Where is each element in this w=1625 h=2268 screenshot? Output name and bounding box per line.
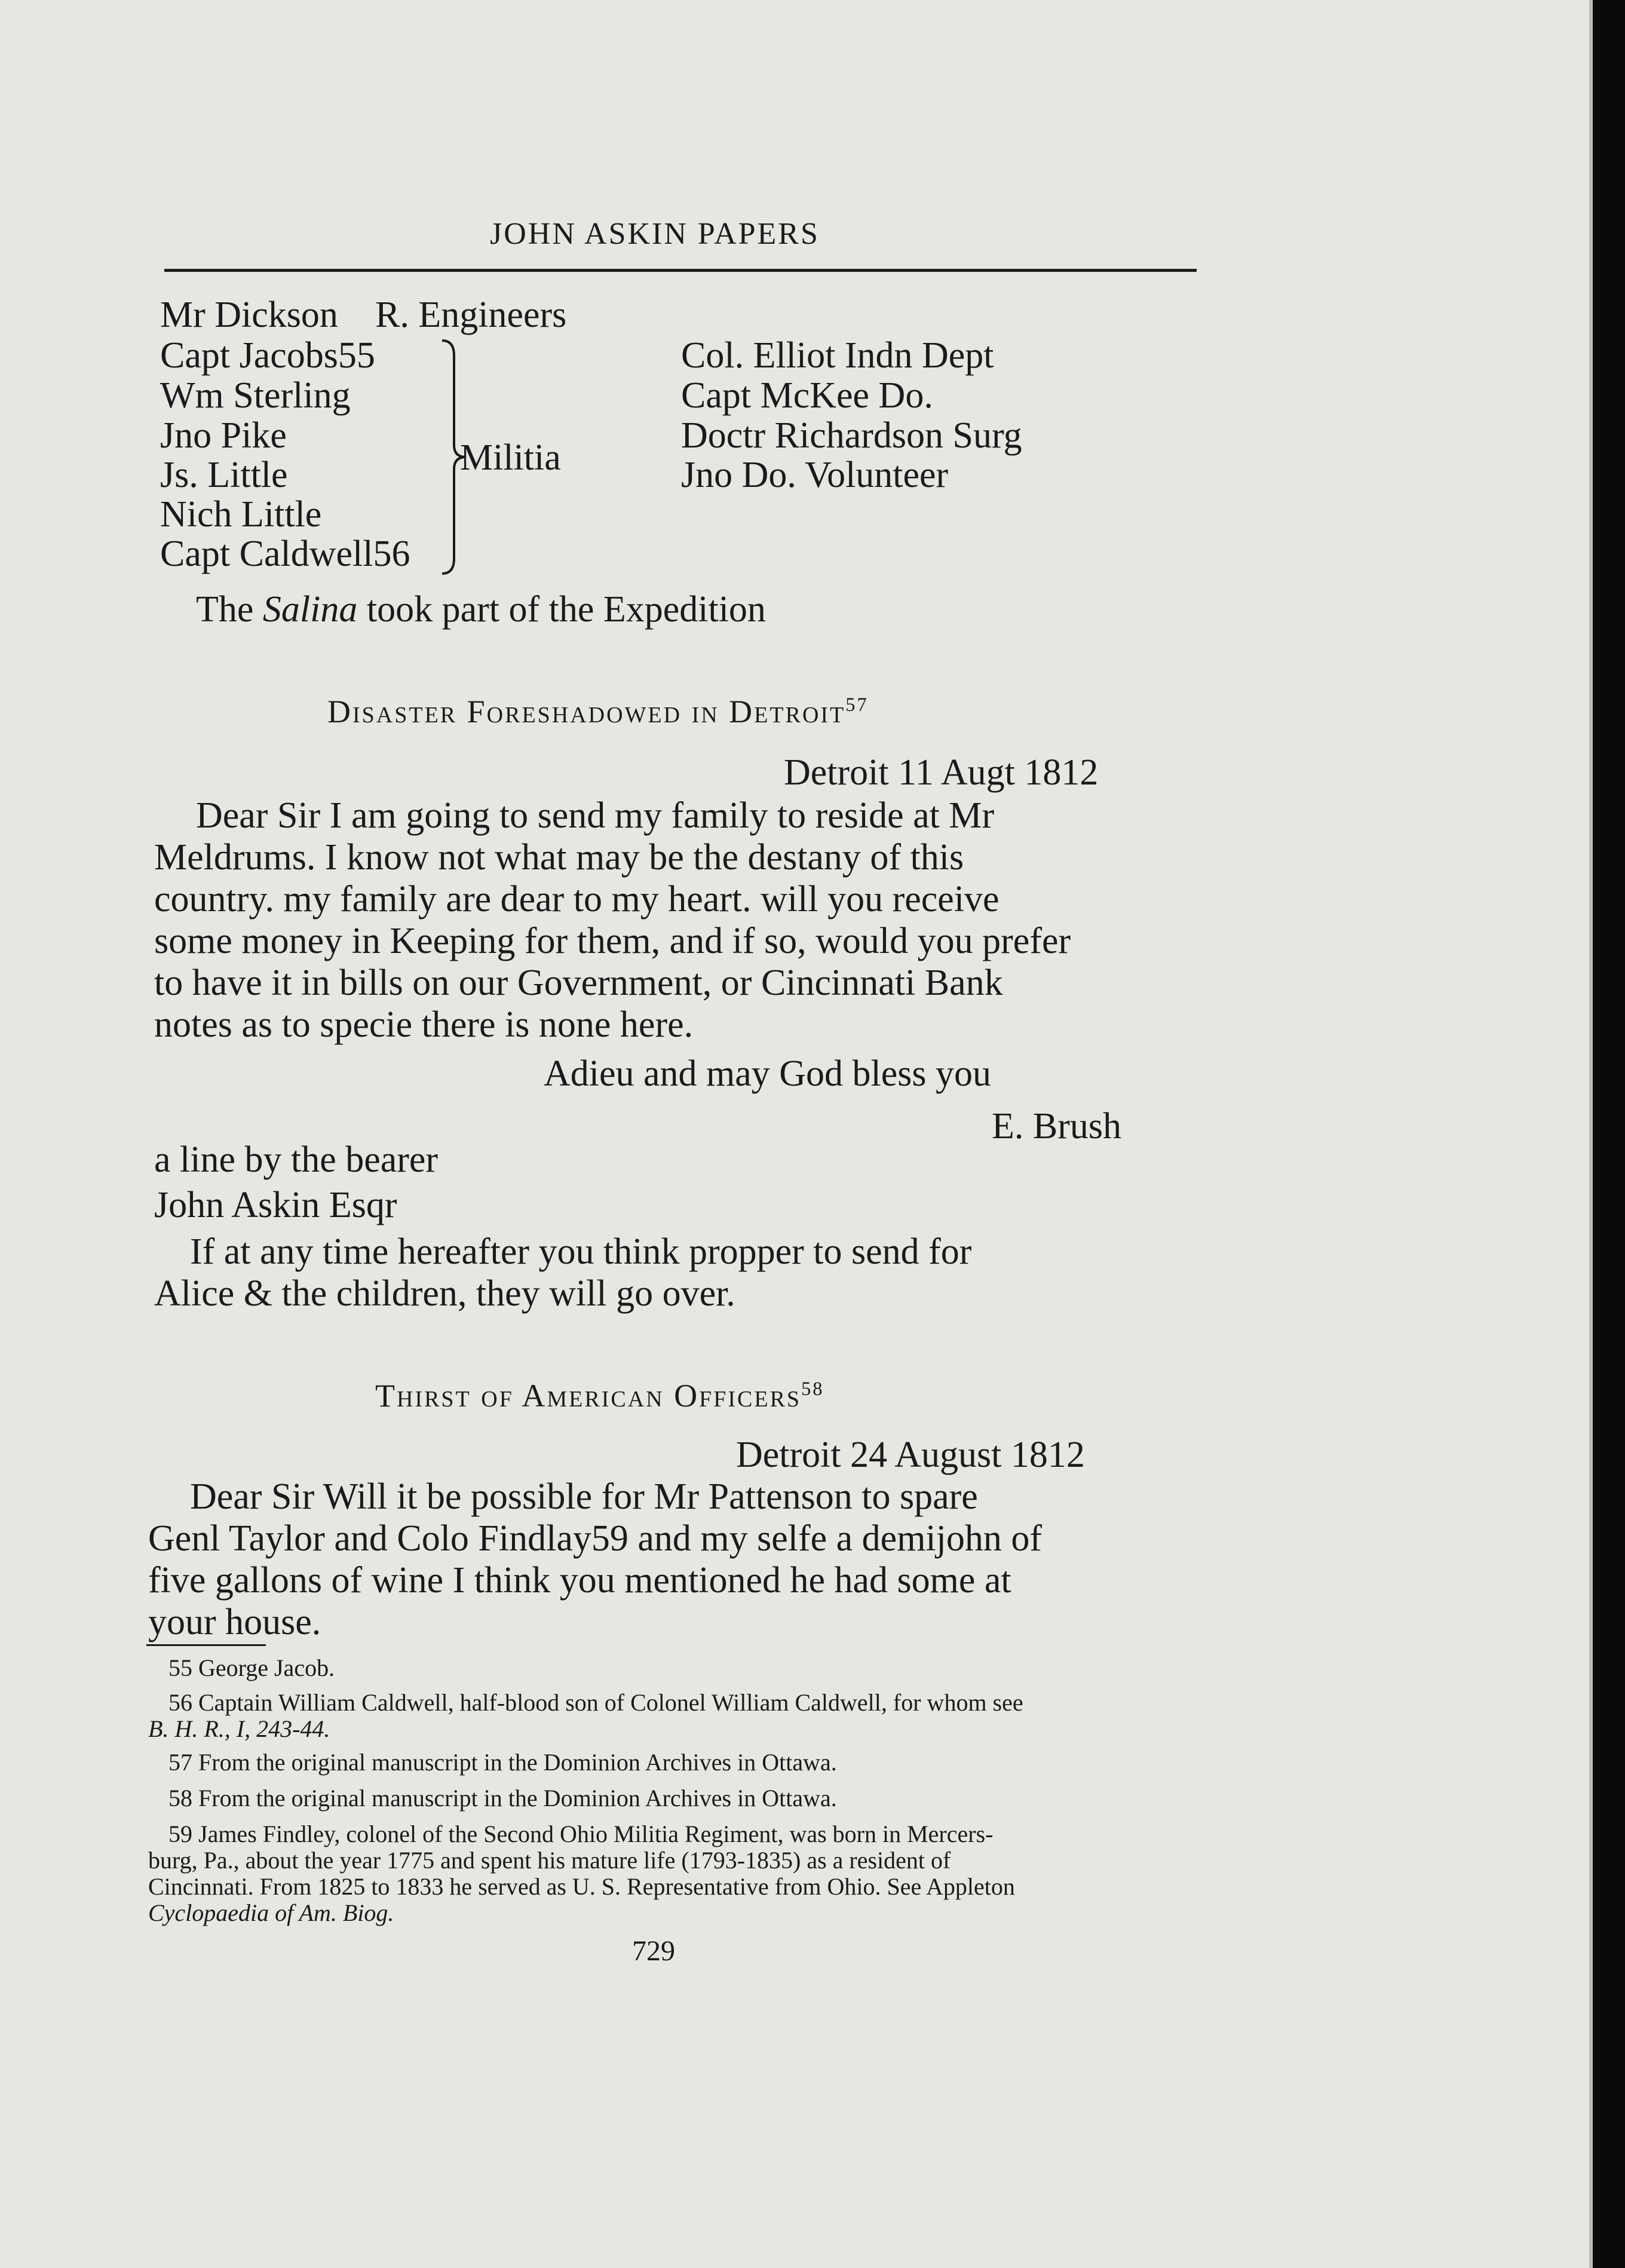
- page-number: 729: [632, 1935, 675, 1967]
- footnote-ref: 58: [801, 1378, 824, 1400]
- roster-right-line: Col. Elliot Indn Dept: [681, 335, 994, 376]
- militia-member: Wm Sterling: [160, 375, 351, 416]
- militia-member: Nich Little: [160, 494, 322, 535]
- letter1-postscript: John Askin Esqr: [154, 1185, 397, 1225]
- footnote-rule: [146, 1644, 266, 1646]
- footnote-ref: 57: [845, 694, 869, 716]
- letter1-dateline: Detroit 11 Augt 1812: [784, 752, 1099, 793]
- letter1-postscript: Alice & the children, they will go over.: [154, 1273, 735, 1314]
- roster-dickson-unit: R. Engineers: [375, 295, 567, 335]
- running-header: JOHN ASKIN PAPERS: [490, 217, 820, 251]
- letter1-line: notes as to specie there is none here.: [154, 1004, 694, 1045]
- letter1-line: Meldrums. I know not what may be the destany of this: [154, 837, 964, 878]
- roster-dickson: [160, 294, 338, 336]
- roster-right-line: Jno Do. Volunteer: [681, 455, 949, 495]
- footnote-continuation: B. H. R., I, 243-44.: [148, 1715, 330, 1742]
- header-rule: [164, 269, 1197, 272]
- roster-right-line: Capt McKee Do.: [681, 375, 933, 416]
- letter1-line: country. my family are dear to my heart. will you receive: [154, 879, 999, 920]
- footnote: 55 George Jacob.: [168, 1654, 335, 1681]
- footnote: 56 Captain William Caldwell, half-blood son of Colonel William Caldwell, for whom see: [168, 1689, 1023, 1716]
- footnote: 58 From the original manuscript in the Dominion Archives in Ottawa.: [168, 1785, 837, 1812]
- letter2-line: five gallons of wine I think you mentioned he had some at: [148, 1560, 1011, 1601]
- letter1-signature: E. Brush: [992, 1106, 1121, 1147]
- ship-name: Salina: [262, 589, 358, 630]
- roster-dickson-name: Mr Dickson: [160, 295, 338, 335]
- letter1-line: some money in Keeping for them, and if so, would you prefer: [154, 921, 1071, 961]
- footnote-continuation: burg, Pa., about the year 1775 and spent his mature life (1793-1835) as a resident of: [148, 1847, 951, 1874]
- militia-member: Jno Pike: [160, 415, 287, 456]
- militia-member: Capt Caldwell56: [160, 534, 410, 574]
- militia-member: Capt Jacobs55: [160, 335, 375, 376]
- letter2-dateline: Detroit 24 August 1812: [736, 1435, 1085, 1475]
- footnote-continuation: Cincinnati. From 1825 to 1833 he served as U. S. Representative from Ohio. See Appleton: [148, 1873, 1015, 1900]
- footnote-continuation: Cyclopaedia of Am. Biog.: [148, 1899, 394, 1926]
- militia-label: Militia: [460, 437, 561, 478]
- letter2-heading: Thirst of American Officers$^{58}$: [375, 1378, 824, 1414]
- letter1-line: Dear Sir I am going to send my family to reside at Mr: [196, 795, 995, 836]
- letter2-line: Dear Sir Will it be possible for Mr Pattenson to spare: [190, 1476, 978, 1517]
- letter1-closing: Adieu and may God bless you: [544, 1053, 992, 1094]
- expedition-note: The Salina took part of the Expedition: [196, 589, 766, 630]
- letter1-postscript: If at any time hereafter you think propper to send for: [190, 1231, 972, 1272]
- letter1-heading: Disaster Foreshadowed in Detroit$^{57}$: [327, 694, 869, 730]
- letter2-line: Genl Taylor and Colo Findlay59 and my selfe a demijohn of: [148, 1518, 1043, 1559]
- letter1-line: to have it in bills on our Government, or Cincinnati Bank: [154, 963, 1003, 1003]
- footnote: 59 James Findley, colonel of the Second Ohio Militia Regiment, was born in Mercers-: [168, 1820, 994, 1847]
- roster-right-line: Doctr Richardson Surg: [681, 415, 1022, 456]
- letter1-postscript: a line by the bearer: [154, 1139, 439, 1180]
- militia-member: Js. Little: [160, 455, 288, 495]
- footnote: 57 From the original manuscript in the Dominion Archives in Ottawa.: [168, 1749, 837, 1776]
- letter2-line: your house.: [148, 1602, 321, 1642]
